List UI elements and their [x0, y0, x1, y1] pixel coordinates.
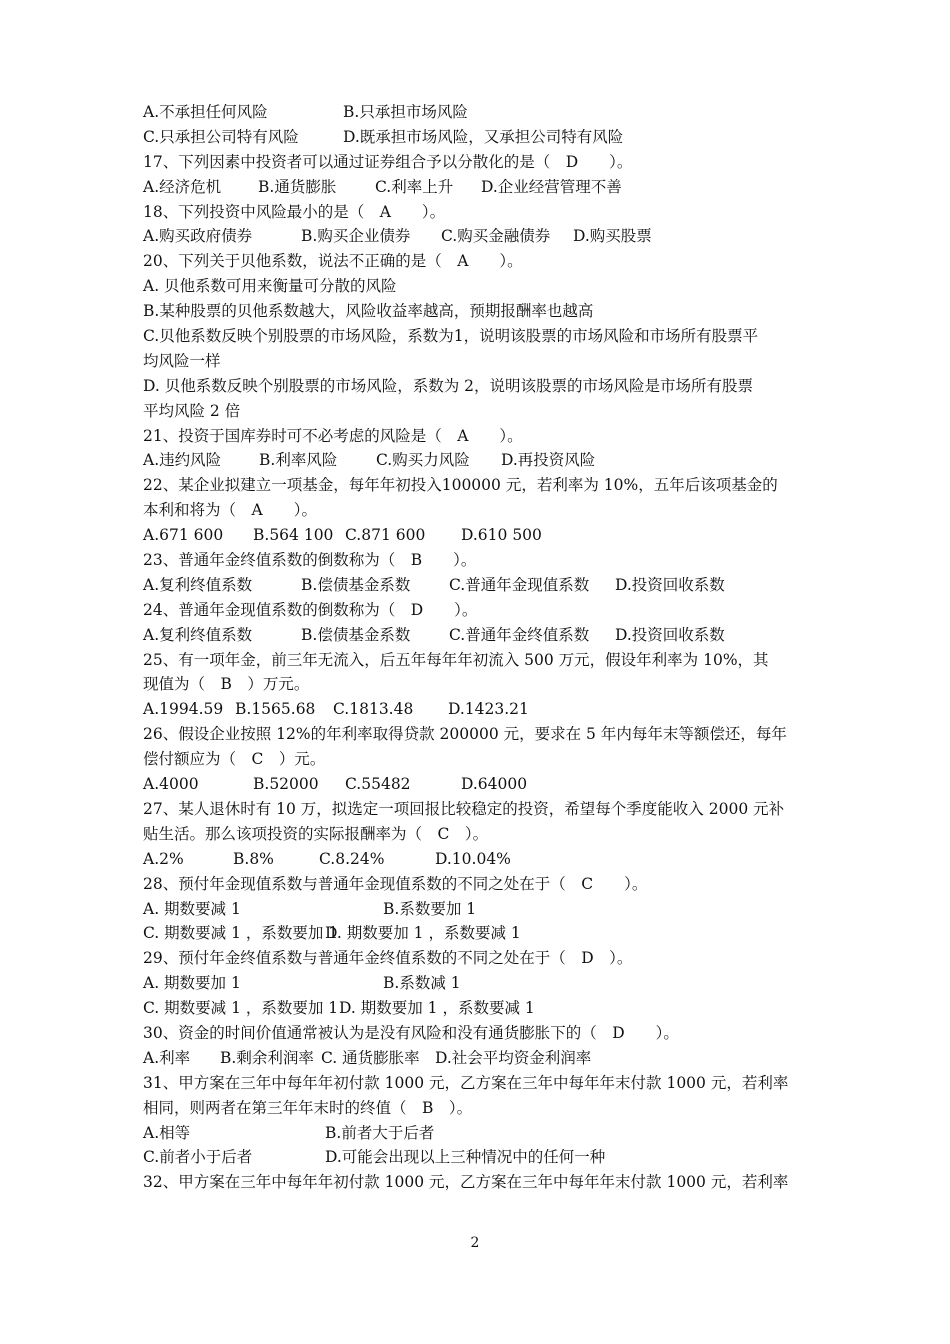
text-line	[143, 349, 823, 374]
line-text: 均风险一样	[143, 351, 221, 370]
option-text: D.既承担市场风险，又承担公司特有风险	[343, 127, 624, 146]
option-line	[143, 448, 823, 473]
option-text: D.可能会出现以上三种情况中的任何一种	[325, 1148, 606, 1167]
option-text: A.2%	[143, 849, 184, 868]
option-line	[143, 1046, 823, 1071]
text-line	[143, 399, 823, 424]
line-text: 29、预付年金终值系数与普通年金终值系数的不同之处在于（ D ）。	[143, 949, 633, 968]
line-text: C.贝他系数反映个别股票的市场风险，系数为1，说明该股票的市场风险和市场所有股票平	[143, 327, 759, 346]
line-text: 30、资金的时间价值通常被认为是没有风险和没有通货膨胀下的（ D ）。	[143, 1023, 679, 1042]
option-text: A.不承担任何风险	[143, 103, 268, 121]
text-line	[143, 548, 823, 573]
option-line	[143, 100, 823, 125]
line-text: 25、有一项年金，前三年无流入，后五年每年年初流入 500 万元，假设年利率为 10%，其	[143, 650, 769, 669]
option-text: C. 通货膨胀率	[321, 1048, 420, 1067]
option-line	[143, 1145, 823, 1170]
option-line	[143, 1121, 823, 1146]
line-text: 31、甲方案在三年中每年年初付款 1000 元，乙方案在三年中每年年末付款 1000 元，若利率	[143, 1073, 789, 1092]
option-line	[143, 772, 823, 797]
option-line	[143, 125, 823, 150]
option-line	[143, 847, 823, 872]
option-line	[143, 897, 823, 922]
text-line	[143, 797, 823, 822]
text-line	[143, 1170, 823, 1195]
text-line	[143, 648, 823, 673]
text-line	[143, 150, 823, 175]
option-text: C.871 600	[345, 526, 426, 545]
page-number: 2	[470, 1235, 480, 1251]
option-text: B.偿债基金系数	[301, 575, 411, 594]
line-text: 17、下列因素中投资者可以通过证券组合予以分散化的是（ D ）。	[143, 152, 633, 171]
line-text: 28、预付年金现值系数与普通年金现值系数的不同之处在于（ C ）。	[143, 874, 648, 893]
option-line	[143, 175, 823, 200]
text-line	[143, 946, 823, 971]
option-text: D.1423.21	[448, 700, 529, 719]
option-text: D.610 500	[461, 526, 542, 545]
option-text: B.系数要加 1	[383, 899, 477, 918]
option-line	[143, 224, 823, 249]
text-line	[143, 424, 823, 449]
line-text: 22、某企业拟建立一项基金，每年年初投入100000 元，若利率为 10%，五年后该项基金的	[143, 476, 778, 495]
option-line	[143, 921, 823, 946]
option-text: D.社会平均资金利润率	[435, 1048, 592, 1067]
line-text: D. 贝他系数反映个别股票的市场风险，系数为 2，说明该股票的市场风险是市场所有股票	[143, 376, 754, 395]
option-text: C.普通年金终值系数	[449, 625, 590, 644]
text-line	[143, 374, 823, 399]
option-text: B.只承担市场风险	[343, 103, 468, 121]
text-line	[143, 299, 823, 324]
option-text: C.前者小于后者	[143, 1148, 253, 1167]
line-text: 18、下列投资中风险最小的是（ A ）。	[143, 202, 446, 221]
option-line	[143, 697, 823, 722]
option-text: B.8%	[233, 849, 274, 868]
option-text: B.52000	[253, 775, 319, 794]
option-text: C.购买力风险	[376, 451, 470, 470]
line-text: 27、某人退休时有 10 万，拟选定一项回报比较稳定的投资，希望每个季度能收入 2000 元补	[143, 799, 785, 818]
text-line	[143, 672, 823, 697]
option-text: A. 期数要减 1	[143, 899, 241, 918]
text-line	[143, 722, 823, 747]
option-text: A.相等	[143, 1123, 191, 1142]
text-line	[143, 324, 823, 349]
option-text: A.经济危机	[143, 177, 222, 196]
option-line	[143, 523, 823, 548]
option-text: B.剩余利润率	[220, 1048, 314, 1067]
option-text: D.企业经营管理不善	[481, 177, 622, 196]
option-text: D.再投资风险	[501, 451, 596, 470]
line-text: 平均风险 2 倍	[143, 401, 241, 420]
text-line	[143, 274, 823, 299]
line-text: 26、假设企业按照 12%的年利率取得贷款 200000 元，要求在 5 年内每年末等额偿还，每年	[143, 725, 787, 744]
option-text: B.系数减 1	[383, 974, 461, 993]
text-line	[143, 598, 823, 623]
text-line	[143, 747, 823, 772]
line-text: 21、投资于国库券时可不必考虑的风险是（ A ）。	[143, 426, 523, 445]
option-text: C. 期数要减 1 ，系数要加 1	[143, 924, 339, 943]
line-text: 现值为（ B ）万元。	[143, 675, 310, 694]
text-line	[143, 1096, 823, 1121]
option-text: D.10.04%	[435, 849, 511, 868]
option-text: D. 期数要加 1 ，系数要减 1	[325, 924, 521, 943]
line-text: 本利和将为（ A ）。	[143, 501, 317, 520]
line-text: 贴生活。那么该项投资的实际报酬率为（ C ）。	[143, 824, 489, 843]
question-list	[143, 100, 823, 1195]
line-text: 23、普通年金终值系数的倒数称为（ B ）。	[143, 551, 477, 570]
option-text: A.复利终值系数	[143, 625, 253, 644]
option-text: C.55482	[345, 775, 411, 794]
line-text: B.某种股票的贝他系数越大，风险收益率越高，预期报酬率也越高	[143, 302, 594, 321]
option-text: A.复利终值系数	[143, 575, 253, 594]
option-text: D.投资回收系数	[615, 575, 725, 594]
line-text: 相同，则两者在第三年年末时的终值（ B ）。	[143, 1098, 473, 1117]
option-line	[143, 573, 823, 598]
option-text: D.64000	[461, 775, 528, 794]
option-text: A. 期数要加 1	[143, 974, 241, 993]
option-text: C.普通年金现值系数	[449, 575, 590, 594]
option-text: C.只承担公司特有风险	[143, 127, 299, 146]
option-line	[143, 996, 823, 1021]
text-line	[143, 473, 823, 498]
option-text: A.购买政府债券	[143, 227, 253, 246]
option-text: D. 期数要加 1 ，系数要减 1	[339, 999, 535, 1018]
option-text: C.购买金融债券	[441, 227, 551, 246]
option-text: B.偿债基金系数	[301, 625, 411, 644]
option-text: A.671 600	[143, 526, 224, 545]
line-text: 32、甲方案在三年中每年年初付款 1000 元，乙方案在三年中每年年末付款 1000 元，若利率	[143, 1173, 789, 1192]
text-line	[143, 200, 823, 225]
option-text: B.1565.68	[235, 700, 316, 719]
line-text: 20、下列关于贝他系数，说法不正确的是（ A ）。	[143, 252, 523, 271]
option-text: B.通货膨胀	[258, 177, 337, 196]
option-text: B.564 100	[253, 526, 334, 545]
option-text: C.8.24%	[319, 849, 385, 868]
text-line	[143, 1021, 823, 1046]
line-text: A. 贝他系数可用来衡量可分散的风险	[143, 277, 397, 296]
text-line	[143, 498, 823, 523]
option-line	[143, 971, 823, 996]
option-text: D.购买股票	[573, 227, 652, 246]
option-text: C.1813.48	[333, 700, 414, 719]
line-text: 偿付额应为（ C ）元。	[143, 750, 326, 769]
text-line	[143, 249, 823, 274]
option-text: D.投资回收系数	[615, 625, 725, 644]
option-text: A.1994.59	[143, 700, 224, 719]
text-line	[143, 822, 823, 847]
line-text: 24、普通年金现值系数的倒数称为（ D ）。	[143, 600, 478, 619]
option-text: C.利率上升	[375, 177, 454, 196]
option-line	[143, 623, 823, 648]
option-text: A.4000	[143, 775, 199, 794]
option-text: B.利率风险	[259, 451, 338, 470]
option-text: B.前者大于后者	[325, 1123, 435, 1142]
text-line	[143, 1071, 823, 1096]
option-text: B.购买企业债券	[301, 227, 411, 246]
option-text: A.违约风险	[143, 451, 222, 470]
text-line	[143, 872, 823, 897]
option-text: C. 期数要减 1 ，系数要加 1	[143, 999, 339, 1018]
option-text: A.利率	[143, 1048, 191, 1067]
